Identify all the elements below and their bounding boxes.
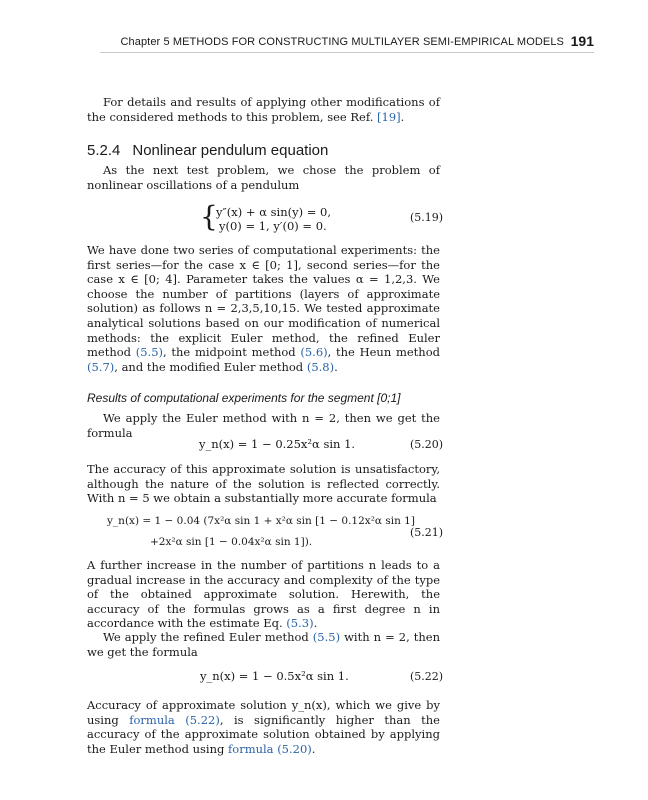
system-brace: { — [200, 200, 218, 233]
intro-end: . — [400, 109, 405, 124]
para6-text-1: We apply the refined Euler method — [103, 630, 313, 644]
para7-text-3: . — [311, 741, 316, 756]
chapter-title: Chapter 5 METHODS FOR CONSTRUCTING MULTILAYER SEMI-EMPIRICAL MODELS — [120, 36, 564, 48]
ref-19-link[interactable]: [19] — [377, 109, 401, 124]
paragraph-increase — [87, 558, 440, 631]
eq-5-22-label: (5.22) — [410, 670, 444, 683]
para7-text-2: , is significantly higher than the accuracy of the approximate solution obtained by applying the Euler method using — [87, 712, 440, 756]
eq-5-19-line-2: y(0) = 1, y′(0) = 0. — [219, 219, 327, 233]
eq-5-20: y_n(x) = 1 − 0.25x²α sin 1. — [199, 437, 356, 451]
para5-text-1: A further increase in the number of partitions n leads to a gradual increase in the accuracy and complexity of the type of the obtained approximate solution. Herewith, the accuracy of the formulas grows as a first degree n in accordance with the estimate Eq. — [87, 558, 440, 631]
para2-text-3: , the Heun method — [327, 345, 440, 360]
para6-text-2: with n = 2, then we get the formula — [87, 630, 440, 659]
section-heading — [87, 142, 328, 159]
paragraph-intro-problem: As the next test problem, we chose the problem of nonlinear oscillations of a pendulum — [87, 163, 440, 192]
eq-5-21-line-2: +2x²α sin [1 − 0.04x²α sin 1]). — [150, 536, 313, 548]
para2-text-1: We have done two series of computational experiments: the first series—for the case x ∈ [0; 1], second series—for the case x ∈ [0; 4]. Parameter takes the values α = 1,2,3. We choose the number of partitions (layers of approximate solution) as follows n = 2,3,5,10,15. We tested approximate analytical solutions based on our modification of numerical methods: the explicit Euler method, the refined Euler method — [87, 243, 440, 360]
formula-5-22-link[interactable]: formula (5.22) — [129, 712, 220, 727]
para2-text-4: , and the modified Euler method — [114, 359, 307, 374]
eq-5-19-label: (5.19) — [410, 211, 444, 224]
paragraph-euler-n2: We apply the Euler method with n = 2, then we get the formula — [87, 411, 440, 440]
formula-5-20-link[interactable]: formula (5.20) — [228, 741, 312, 756]
para7-text-1: Accuracy of approximate solution y_n(x), which we give by using — [87, 698, 440, 727]
eq-5-22: y_n(x) = 1 − 0.5x²α sin 1. — [200, 669, 349, 683]
para5-text-2: . — [313, 616, 318, 631]
eq-5-21-line-1: y_n(x) = 1 − 0.04 (7x²α sin 1 + x²α sin [1 − 0.12x²α sin 1] — [107, 515, 415, 527]
section-title: Nonlinear pendulum equation — [132, 142, 329, 159]
intro-paragraph — [87, 95, 440, 124]
paragraph-accuracy: The accuracy of this approximate solution is unsatisfactory, although the nature of the solution is reflected correctly. With n = 5 we obtain a substantially more accurate formula — [87, 462, 440, 506]
section-number: 5.2.4 — [87, 142, 121, 159]
eq-5-20-label: (5.20) — [410, 438, 444, 451]
subheading: Results of computational experiments for the segment [0;1] — [87, 391, 401, 405]
ref-5-7-link[interactable]: (5.7) — [87, 359, 115, 374]
ref-5-3-link[interactable]: (5.3) — [286, 616, 314, 631]
paragraph-experiments — [87, 243, 440, 374]
para2-text-5: . — [334, 359, 338, 374]
para2-text-2: , the midpoint method — [163, 345, 301, 360]
eq-5-21-label: (5.21) — [410, 526, 444, 539]
running-header — [100, 33, 594, 53]
intro-text: For details and results of applying other modifications of the considered methods to this problem, see Ref. — [87, 95, 440, 124]
page-number: 191 — [570, 33, 594, 49]
header-rule — [100, 52, 594, 53]
ref-5-5-link[interactable]: (5.5) — [135, 345, 164, 360]
paragraph-refined-euler — [87, 630, 440, 659]
eq-5-19-line-1: y″(x) + α sin(y) = 0, — [216, 205, 331, 219]
ref-5-5-link-2[interactable]: (5.5) — [312, 630, 341, 644]
ref-5-8-link[interactable]: (5.8) — [306, 359, 335, 374]
paragraph-accuracy-comparison — [87, 698, 440, 756]
ref-5-6-link[interactable]: (5.6) — [300, 345, 328, 360]
